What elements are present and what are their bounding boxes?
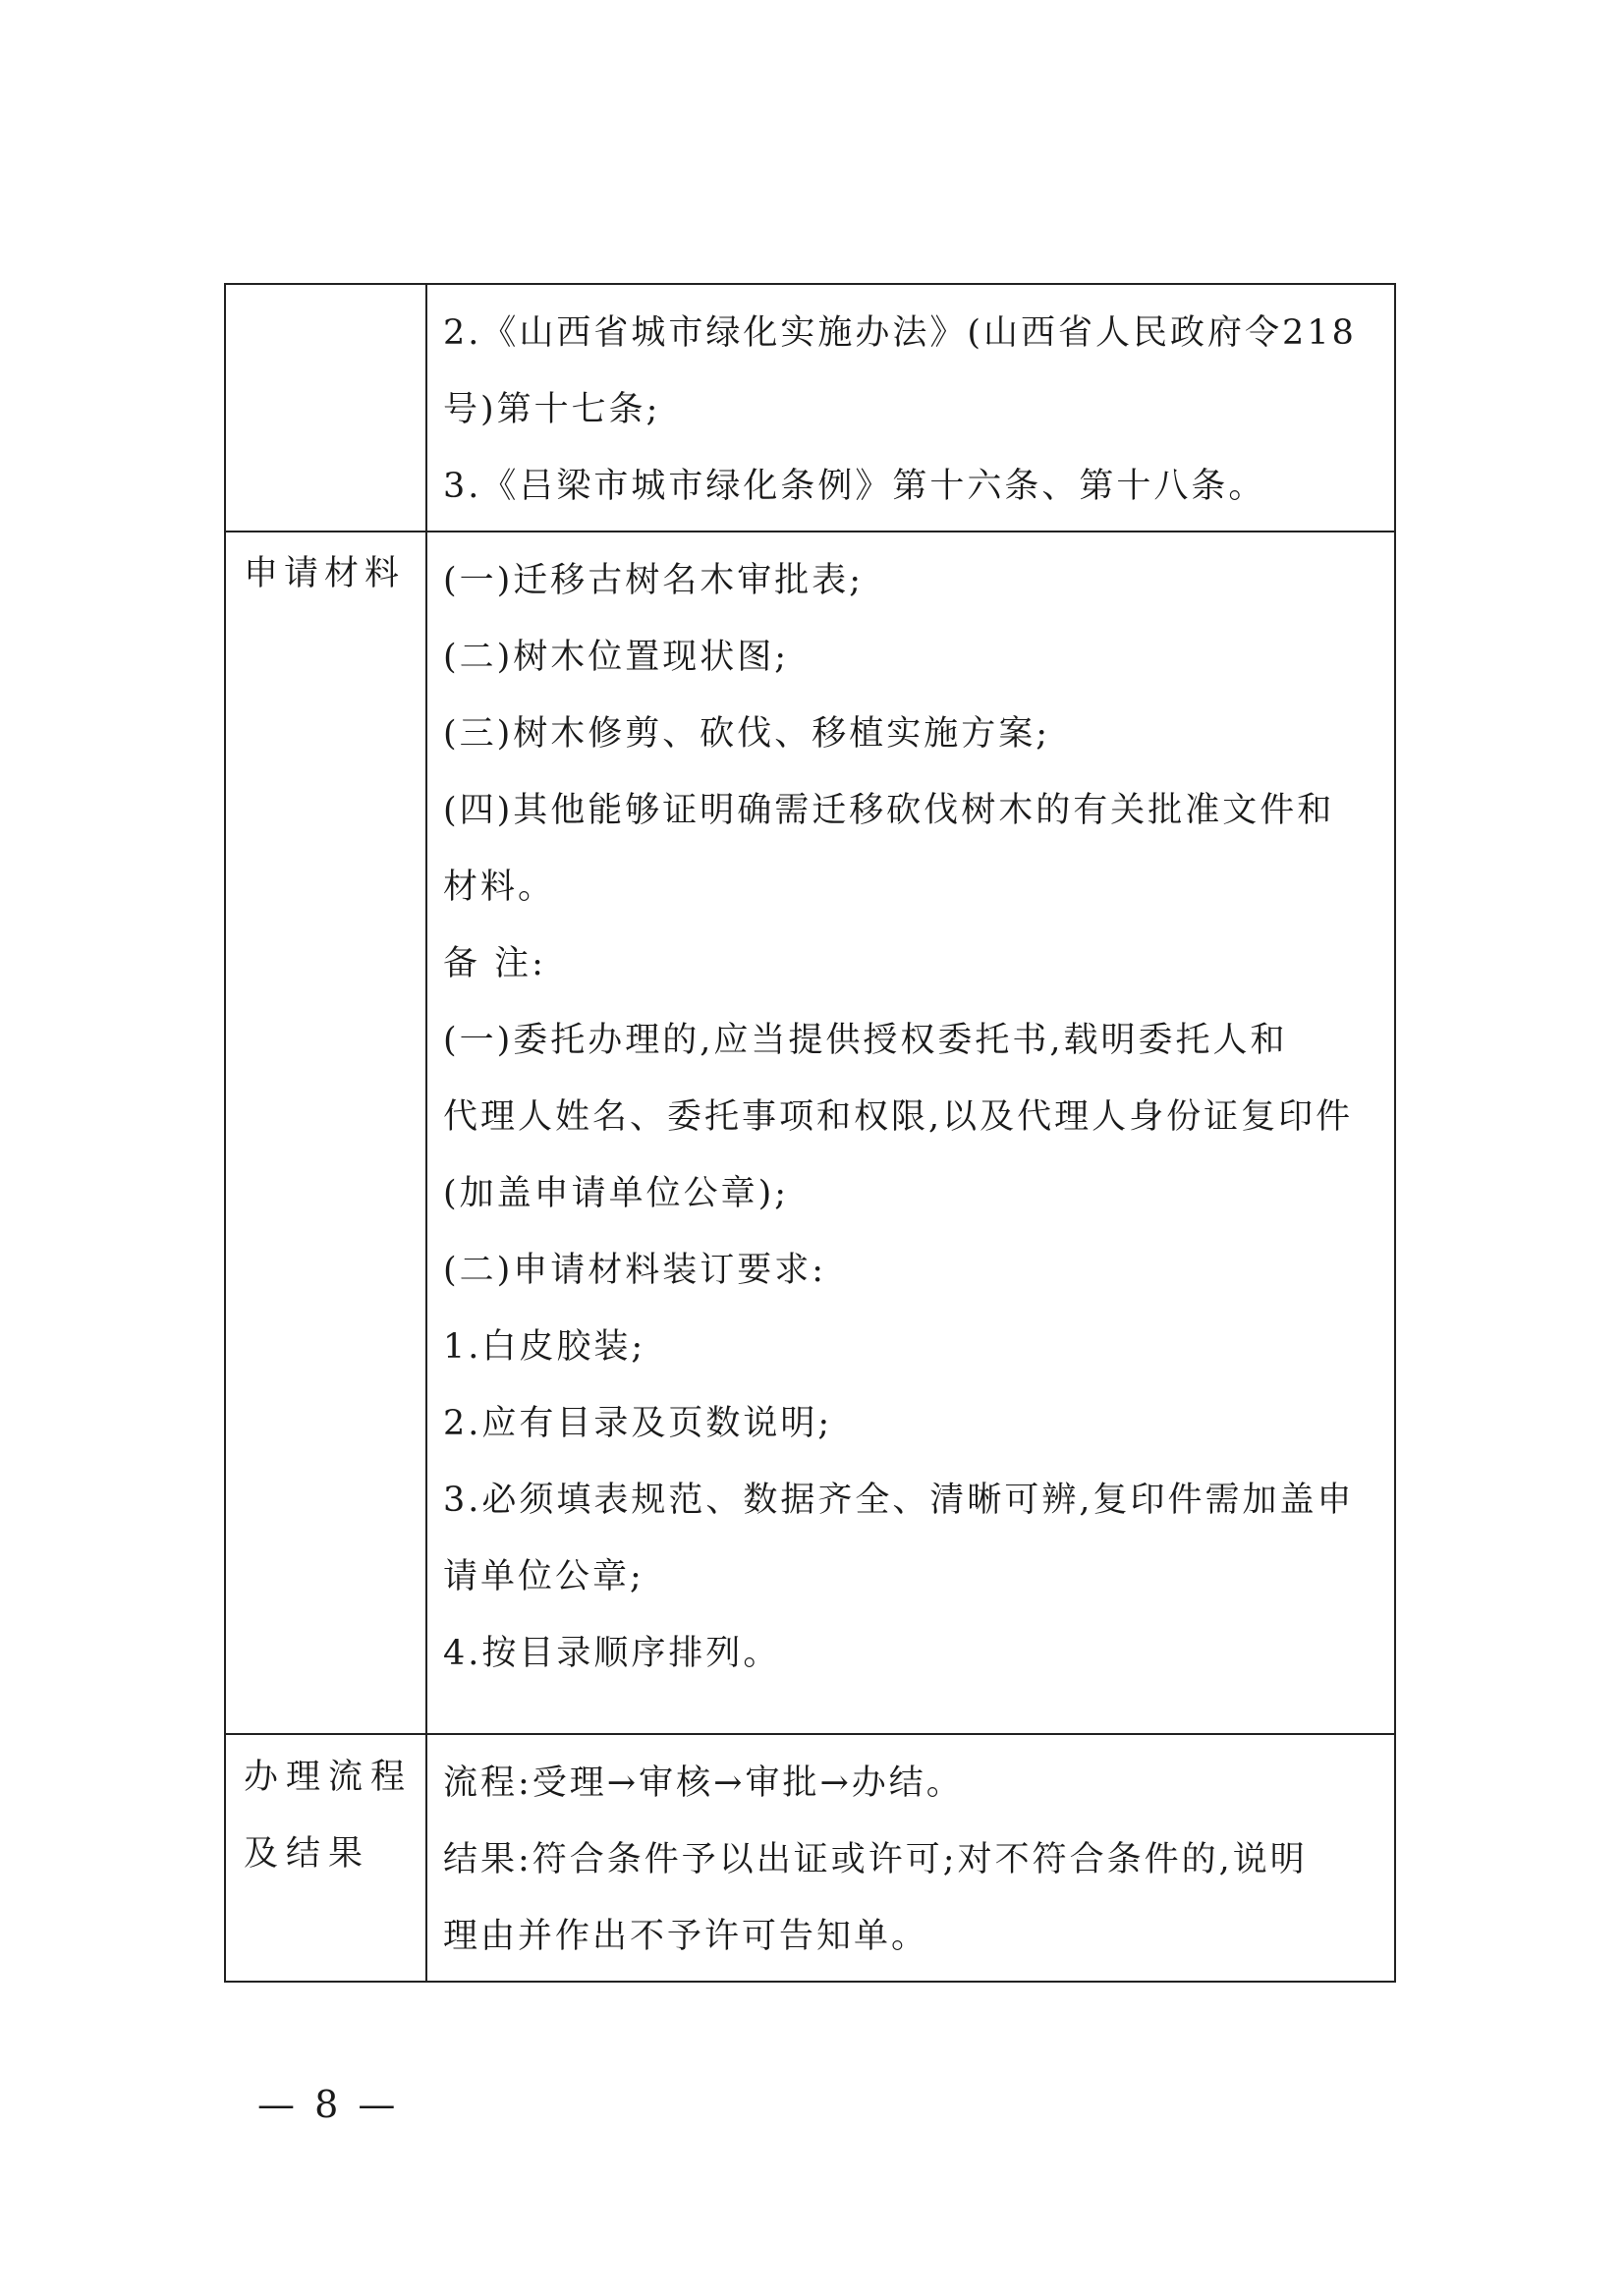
text-line: 请单位公章; <box>443 1557 644 1596</box>
text-line: 号)第十七条; <box>443 390 661 429</box>
text-line: 3.《吕梁市城市绿化条例》第十六条、第十八条。 <box>443 467 1266 506</box>
text-line: 代理人姓名、委托事项和权限,以及代理人身份证复印件 <box>443 1097 1354 1137</box>
text-line: (一)迁移古树名木审批表; <box>443 561 865 600</box>
text-line: (二)申请材料装订要求: <box>443 1251 827 1290</box>
row-label-cell <box>225 1734 426 1982</box>
table-row-legal-basis <box>225 284 1395 532</box>
text-line: 理由并作出不予许可告知单。 <box>443 1917 929 1956</box>
row-label: 及结果 <box>244 1834 371 1874</box>
table-row-application-materials <box>225 532 1395 1734</box>
table-row-process-and-result <box>225 1734 1395 1982</box>
row-label-cell <box>225 284 426 532</box>
text-line: 材料。 <box>443 868 556 907</box>
text-line: (三)树木修剪、砍伐、移植实施方案; <box>443 714 1051 754</box>
text-line: 备 注: <box>443 944 546 983</box>
info-table <box>224 283 1396 1983</box>
text-line: (四)其他能够证明确需迁移砍伐树木的有关批准文件和 <box>443 791 1335 830</box>
text-line: 4.按目录顺序排列。 <box>443 1634 781 1673</box>
row-label: 办理流程 <box>244 1758 414 1797</box>
row-content-cell <box>426 532 1395 1734</box>
text-line: 3.必须填表规范、数据齐全、清晰可辨,复印件需加盖申 <box>443 1481 1355 1520</box>
text-line: (一)委托办理的,应当提供授权委托书,载明委托人和 <box>443 1021 1288 1060</box>
page-number: — 8 — <box>257 2083 400 2126</box>
row-label-cell <box>225 532 426 1734</box>
row-label: 申请材料 <box>244 554 406 593</box>
text-line: (二)树木位置现状图; <box>443 638 790 677</box>
text-line: 流程:受理→审核→审批→办结。 <box>443 1764 964 1803</box>
text-line: 1.白皮胶装; <box>443 1327 646 1367</box>
text-line: 2.应有目录及页数说明; <box>443 1404 833 1443</box>
text-line: 2.《山西省城市绿化实施办法》(山西省人民政府令218 <box>443 313 1357 353</box>
text-line: (加盖申请单位公章); <box>443 1174 790 1213</box>
text-line: 结果:符合条件予以出证或许可;对不符合条件的,说明 <box>443 1840 1308 1879</box>
row-content-cell <box>426 284 1395 532</box>
row-content-cell <box>426 1734 1395 1982</box>
